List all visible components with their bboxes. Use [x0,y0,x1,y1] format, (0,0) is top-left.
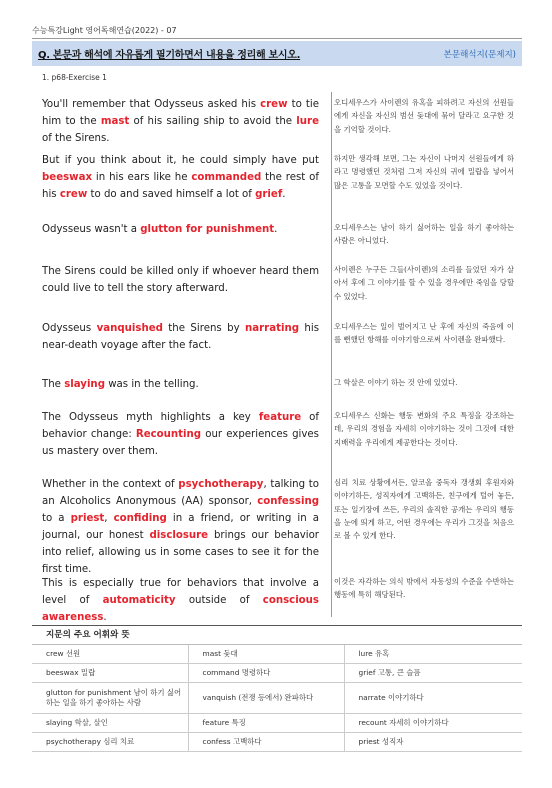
passage-text: to tie him to the [42,99,319,127]
passage-text: . [274,224,278,235]
passage-text: You'll remember that Odysseus asked his [42,99,261,110]
vocabulary-cell: psychotherapy 심리 치료 [32,733,188,752]
vocabulary-cell: grief 고통, 큰 슬픔 [344,664,522,683]
passage-text: . [282,189,286,200]
passage-text: Whether in the context of [42,479,179,490]
document-header-title: 수능특강Light 영어독해연습(2022) - 07 [32,26,177,35]
highlighted-term: crew [59,189,88,200]
highlighted-term: confessing [257,496,319,507]
vocabulary-row [32,714,522,733]
vocabulary-cell: command 명령하다 [188,664,344,683]
highlighted-term: narrating [245,323,299,334]
highlighted-term: grief [255,189,283,200]
passage-korean: 오디세우스는 남이 하기 싫어하는 일을 하기 좋아하는 사람은 아니었다. [334,223,514,246]
highlighted-term: beeswax [42,172,93,183]
passage-text: The Sirens could be killed only if whoever heard them could live to tell the story afterward. [42,266,319,294]
passage-korean: 이것은 자각하는 의식 밖에서 자동성의 수준을 수반하는 행동에 특히 해당된다. [334,577,514,600]
passage-text: brings our behavior into relief, allowing us in some cases to see it for the first time. [42,530,319,575]
passage-korean: 오디세우스는 일이 벌어지고 난 후에 자신의 죽음에 이를 뻔했던 항해를 이야기함으로써 사이렌을 완파했다. [334,322,514,345]
vocabulary-row [32,733,522,752]
vocabulary-cell: glutton for punishment 남이 하기 싫어하는 일을 하기 좋아하는 사람 [32,683,188,714]
vocabulary-cell: priest 성직자 [344,733,522,752]
instruction-banner [32,41,522,66]
passage-text: the rest of his [42,172,319,200]
passage-text: Odysseus [42,323,97,334]
passage-korean: 오디세우스가 사이렌의 유혹을 피하려고 자신의 선원들에게 자신을 자신의 범선 돛대에 묶어 달라고 요구한 것을 기억할 것이다. [334,98,514,134]
vocabulary-cell: lure 유혹 [344,645,522,664]
vocabulary-cell: confess 고백하다 [188,733,344,752]
passage-text: the Sirens by [162,323,246,334]
vocabulary-row [32,683,522,714]
passage-text: his near-death voyage after the fact. [42,323,319,351]
highlighted-term: lure [296,116,319,127]
vocabulary-box [32,625,522,752]
passage-korean: 오디세우스 신화는 행동 변화의 주요 특징을 강조하는데, 우리의 경험을 자세히 이야기하는 것이 그것에 대한 지배력을 우리에게 제공한다는 것이다. [334,411,514,447]
passage-text: . [103,612,107,623]
passage-text: , [104,513,114,524]
highlighted-term: vanquished [96,323,163,334]
highlighted-term: commanded [191,172,262,183]
highlighted-term: Recounting [135,429,202,440]
passage-english [42,152,319,203]
passage-text: in a friend, or writing in a journal, our honest [42,513,319,541]
vocabulary-cell: recount 자세히 이야기하다 [344,714,522,733]
header-divider [32,38,522,39]
highlighted-term: slaying [64,379,105,390]
passage-english [42,376,319,393]
passage-text: , talking to an Alcoholics Anonymous (AA) sponsor, [42,479,319,507]
passage-english [42,409,319,460]
passage-english [42,476,319,578]
vocabulary-cell: slaying 학살, 살인 [32,714,188,733]
vocabulary-title: 지문의 주요 어휘와 뜻 [32,626,522,645]
highlighted-term: disclosure [149,530,209,541]
vocabulary-cell: narrate 이야기하다 [344,683,522,714]
highlighted-term: psychotherapy [178,479,264,490]
passage-english [42,221,319,238]
passage-text: The [42,379,65,390]
passage-text: in his ears like he [92,172,192,183]
passage-text: to do and saved himself a lot of [87,189,256,200]
column-divider [331,92,332,617]
highlighted-term: feature [258,412,302,423]
passage-korean: 하지만 생각해 보면, 그는 자신이 나머지 선원들에게 하라고 명령했던 것처럼 그저 자신의 귀에 밀랍을 넣어서 많은 고통을 모면할 수도 있었을 것이다. [334,154,514,190]
vocabulary-cell: feature 특징 [188,714,344,733]
passage-english [42,320,319,354]
exercise-label: 1. p68-Exercise 1 [42,73,107,82]
highlighted-term: mast [100,116,130,127]
passage-text: This is especially true for behaviors that involve a level of [42,578,319,606]
passage-english [42,263,319,297]
passage-english [42,96,319,147]
passage-korean: 심리 치료 상황에서든, 알코올 중독자 갱생회 후원자와 이야기하든, 성직자에게 고백하든, 친구에게 털어 놓든, 또는 일기장에 쓰든, 우리의 솔직한 공개는 우리의 행동을 눈에 띄게 하고, 어떤 경우에는 우리가 그것을 처음으로 볼 수 있게 한다. [334,478,514,541]
highlighted-term: automaticity [102,595,176,606]
vocabulary-cell: beeswax 밀랍 [32,664,188,683]
worksheet-type-label: 본문해석지(문제지) [443,49,516,60]
passage-text: The Odysseus myth highlights a key [42,412,259,423]
passage-english [42,575,319,626]
vocabulary-table [32,645,522,752]
passage-text: of the Sirens. [42,133,110,144]
vocabulary-row [32,664,522,683]
passage-text: of his sailing ship to avoid the [129,116,297,127]
passage-text: our experiences gives us mastery over them. [42,429,319,457]
passage-text: But if you think about it, he could simply have put [42,155,319,166]
instruction-text: Q. 본문과 해석에 자유롭게 필기하면서 내용을 정리해 보시오. [38,50,301,61]
passage-text: was in the telling. [104,379,199,390]
passage-text: Odysseus wasn't a [42,224,141,235]
vocabulary-cell: vanquish (전쟁 등에서) 완파하다 [188,683,344,714]
vocabulary-cell: crew 선원 [32,645,188,664]
vocabulary-cell: mast 돛대 [188,645,344,664]
highlighted-term: confiding [113,513,167,524]
passage-text: outside of [175,595,263,606]
highlighted-term: glutton for punishment [140,224,275,235]
vocabulary-row [32,645,522,664]
passage-korean: 그 학살은 이야기 하는 것 안에 있었다. [334,378,458,387]
highlighted-term: crew [260,99,288,110]
passage-text: of behavior change: [42,412,319,440]
passage-korean: 사이렌은 누구든 그들(사이렌)의 소리를 들었던 자가 살아서 후에 그 이야기를 할 수 있을 경우에만 죽임을 당할 수 있었다. [334,265,514,301]
highlighted-term: priest [70,513,105,524]
passage-text: to a [42,513,71,524]
highlighted-term: conscious awareness [42,595,319,623]
